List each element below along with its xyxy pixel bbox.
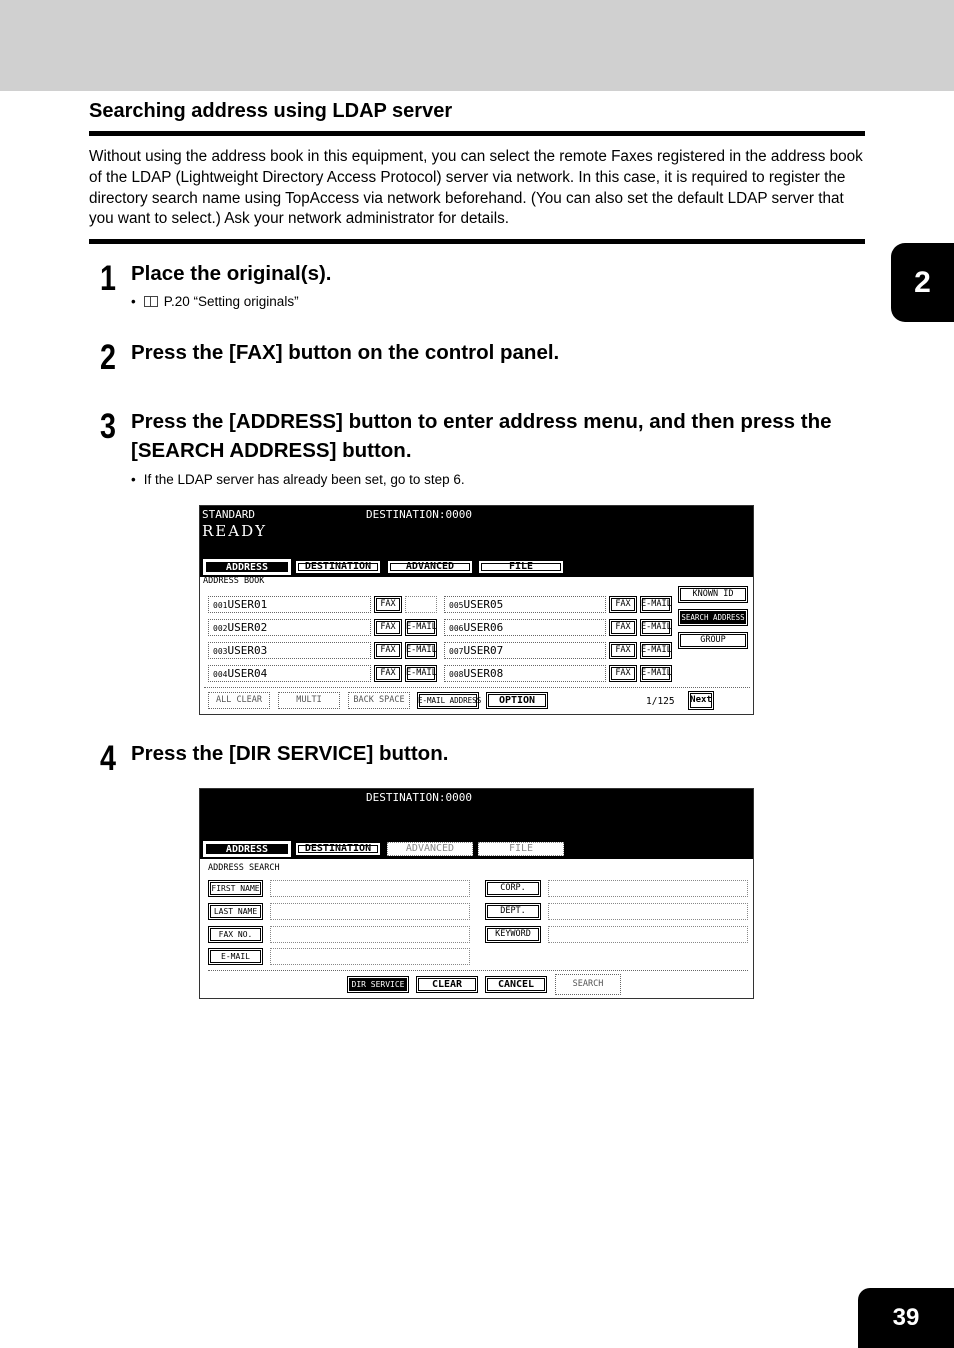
first-name-field[interactable] xyxy=(270,880,470,897)
next-page-button[interactable]: Next xyxy=(688,691,714,710)
step-title: Press the [DIR SERVICE] button. xyxy=(131,742,449,765)
email-button[interactable]: E-MAIL xyxy=(208,948,263,965)
step-title: Press the [ADDRESS] button to enter address menu, and then press the [SEARCH ADDRESS] button. xyxy=(131,410,832,462)
fax-button[interactable]: FAX xyxy=(609,642,637,659)
original-mode-label: STANDARD xyxy=(202,508,255,521)
entry-index: 006 xyxy=(449,624,464,633)
intro-paragraph: Without using the address book in this equipment, you can select the remote Faxes registered in the address book of the LDAP (Lightweight Directory Access Protocol) server via network. In this case, it is required to register the directory search name using TopAccess via network beforehand. (You can also set the default LDAP server that you want to select.) Ask your network administrator for details. xyxy=(89,148,863,228)
title-rule xyxy=(89,131,865,136)
corp-field[interactable] xyxy=(548,880,748,897)
email-button[interactable]: E-MAIL xyxy=(640,665,672,682)
entry-index: 008 xyxy=(449,670,464,679)
address-entry[interactable] xyxy=(208,619,371,636)
entry-index: 003 xyxy=(213,647,228,656)
tab-address[interactable]: ADDRESS xyxy=(204,842,290,856)
address-search-panel xyxy=(199,788,754,999)
fax-button[interactable]: FAX xyxy=(374,619,402,636)
step-note-text: If the LDAP server has already been set, go to step 6. xyxy=(143,472,465,487)
intro-rule xyxy=(89,239,865,244)
section-title: Searching address using LDAP server xyxy=(89,100,453,122)
entry-index: 002 xyxy=(213,624,228,633)
lcd-status-area xyxy=(200,506,753,577)
address-entry[interactable] xyxy=(444,665,606,682)
entry-name: USER06 xyxy=(463,621,504,634)
bullet-dot: • xyxy=(131,294,136,309)
multi-button[interactable]: MULTI xyxy=(278,692,340,709)
address-book-label: ADDRESS BOOK xyxy=(203,576,265,586)
last-name-button[interactable]: LAST NAME xyxy=(208,903,263,920)
destination-count: DESTINATION:0000 xyxy=(366,508,472,521)
empty-slot xyxy=(405,596,437,613)
email-button[interactable]: E-MAIL xyxy=(640,619,672,636)
back-space-button[interactable]: BACK SPACE xyxy=(348,692,410,709)
header-band xyxy=(0,0,954,91)
entry-name: USER01 xyxy=(227,598,268,611)
known-id-button[interactable]: KNOWN ID xyxy=(678,586,748,603)
option-button[interactable]: OPTION xyxy=(486,692,548,709)
tab-address[interactable]: ADDRESS xyxy=(204,560,290,574)
fax-button[interactable]: FAX xyxy=(374,642,402,659)
email-button[interactable]: E-MAIL xyxy=(640,642,672,659)
entry-name: USER04 xyxy=(227,667,268,680)
dept-button[interactable]: DEPT. xyxy=(485,903,541,920)
tab-advanced: ADVANCED xyxy=(387,842,473,856)
fax-button[interactable]: FAX xyxy=(609,596,637,613)
tab-advanced[interactable]: ADVANCED xyxy=(387,560,473,574)
entry-name: USER05 xyxy=(463,598,504,611)
entry-name: USER08 xyxy=(463,667,504,680)
entry-name: USER07 xyxy=(463,644,504,657)
email-button[interactable]: E-MAIL xyxy=(640,596,672,613)
search-address-button[interactable]: SEARCH ADDRESS xyxy=(678,609,748,626)
email-address-button[interactable]: E-MAIL ADDRESS xyxy=(417,692,479,709)
step-number: 4 xyxy=(100,739,116,778)
fax-no-field[interactable] xyxy=(270,926,470,943)
fax-button[interactable]: FAX xyxy=(374,665,402,682)
email-button[interactable]: E-MAIL xyxy=(405,619,437,636)
page-indicator: 1/125 xyxy=(646,696,675,707)
entry-index: 005 xyxy=(449,601,464,610)
dept-field[interactable] xyxy=(548,903,748,920)
corp-button[interactable]: CORP. xyxy=(485,880,541,897)
ready-status: READY xyxy=(202,522,268,540)
step-title: Press the [FAX] button on the control panel. xyxy=(131,341,560,364)
fax-button[interactable]: FAX xyxy=(609,665,637,682)
keyword-button[interactable]: KEYWORD xyxy=(485,926,541,943)
email-button[interactable]: E-MAIL xyxy=(405,665,437,682)
step-note xyxy=(131,294,299,309)
address-entry[interactable] xyxy=(444,596,606,613)
email-field[interactable] xyxy=(270,948,470,965)
cancel-button[interactable]: CANCEL xyxy=(485,976,547,993)
separator xyxy=(204,687,750,688)
address-entry[interactable] xyxy=(444,642,606,659)
address-entry[interactable] xyxy=(208,665,371,682)
step-number: 1 xyxy=(100,259,116,298)
reference-link[interactable]: P.20 “Setting originals” xyxy=(163,294,299,309)
all-clear-button[interactable]: ALL CLEAR xyxy=(208,692,270,709)
address-entry[interactable] xyxy=(208,596,371,613)
group-button[interactable]: GROUP xyxy=(678,632,748,649)
step-title: Place the original(s). xyxy=(131,262,332,285)
separator xyxy=(208,970,748,971)
keyword-field[interactable] xyxy=(548,926,748,943)
step-number: 2 xyxy=(100,338,116,377)
step-number: 3 xyxy=(100,407,116,446)
bullet-dot: • xyxy=(131,472,136,487)
entry-name: USER02 xyxy=(227,621,268,634)
entry-index: 001 xyxy=(213,601,228,610)
fax-button[interactable]: FAX xyxy=(374,596,402,613)
tab-file[interactable]: FILE xyxy=(478,560,564,574)
address-entry[interactable] xyxy=(208,642,371,659)
entry-index: 004 xyxy=(213,670,228,679)
step-note xyxy=(131,472,465,487)
destination-count: DESTINATION:0000 xyxy=(366,791,472,804)
first-name-button[interactable]: FIRST NAME xyxy=(208,880,263,897)
tab-destination[interactable]: DESTINATION xyxy=(295,842,381,856)
lcd-status-area xyxy=(200,789,753,859)
page-number: 39 xyxy=(858,1288,954,1348)
clear-button[interactable]: CLEAR xyxy=(416,976,478,993)
address-entry[interactable] xyxy=(444,619,606,636)
dir-service-button[interactable]: DIR SERVICE xyxy=(347,976,409,993)
chapter-tab: 2 xyxy=(891,243,954,322)
email-button[interactable]: E-MAIL xyxy=(405,642,437,659)
last-name-field[interactable] xyxy=(270,903,470,920)
entry-index: 007 xyxy=(449,647,464,656)
address-search-label: ADDRESS SEARCH xyxy=(208,863,280,873)
address-book-panel xyxy=(199,505,754,715)
search-button: SEARCH xyxy=(555,974,621,995)
entry-name: USER03 xyxy=(227,644,268,657)
fax-button[interactable]: FAX xyxy=(609,619,637,636)
fax-no-button[interactable]: FAX NO. xyxy=(208,926,263,943)
tab-file: FILE xyxy=(478,842,564,856)
book-reference-icon xyxy=(144,296,158,307)
tab-destination[interactable]: DESTINATION xyxy=(295,560,381,574)
